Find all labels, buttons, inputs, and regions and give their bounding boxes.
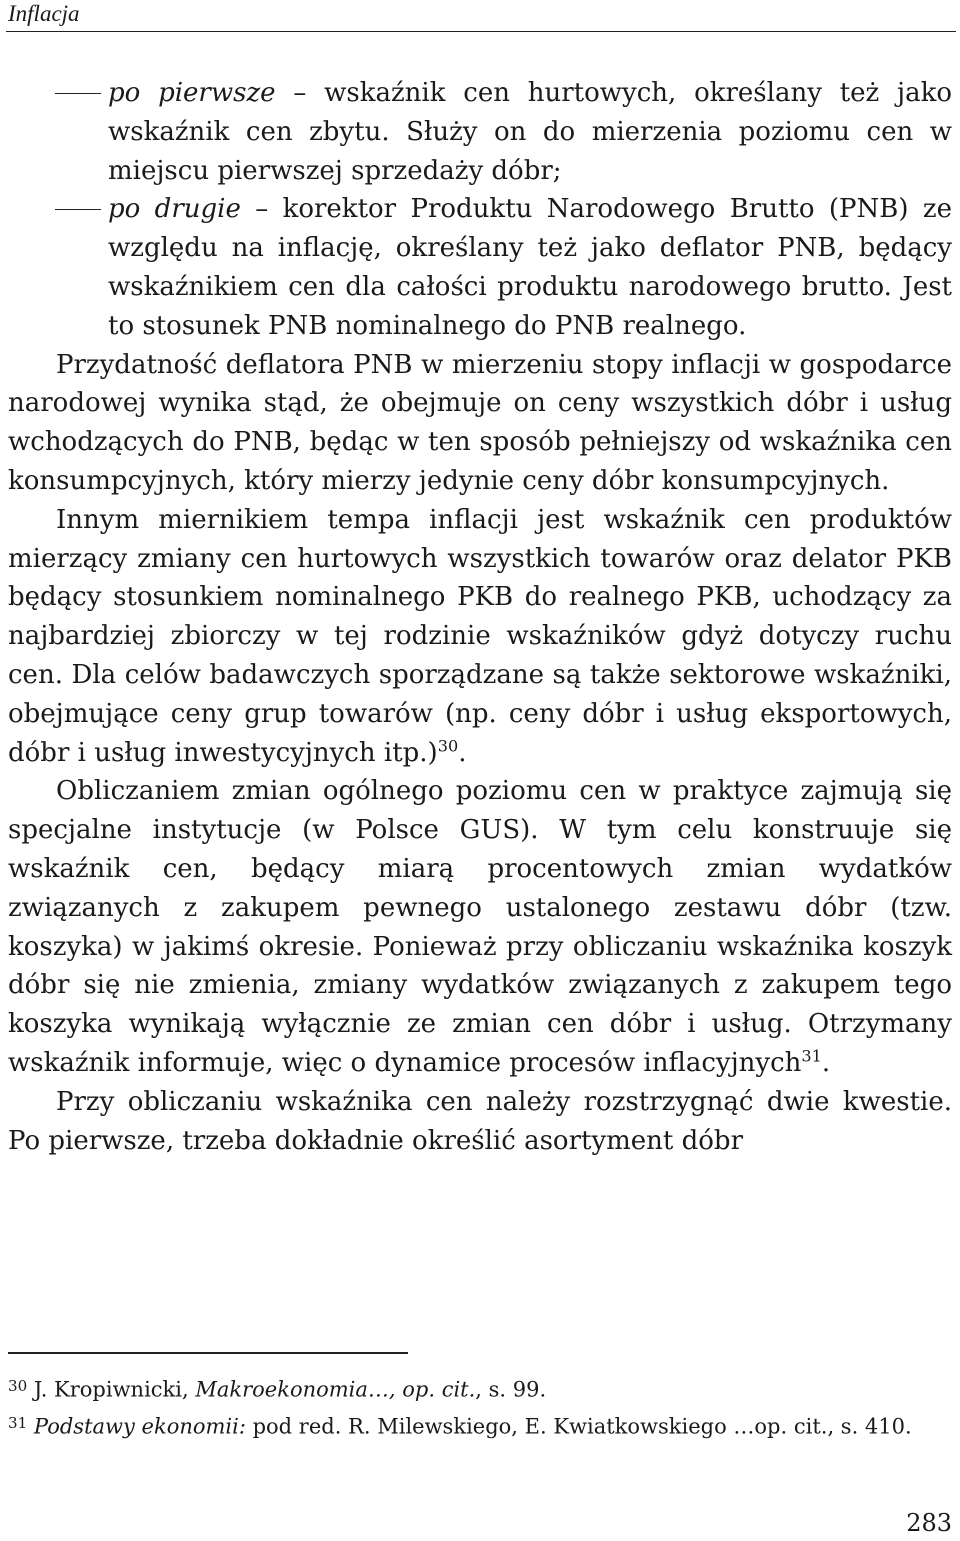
list-item-text: – korektor Produktu Narodowego Brutto (PNB) ze względu na inflację, określany też jako deflator PNB, będący wskaźnikiem cen dla całości produktu narodowego brutto. Jest to stosunek PNB nominalnego do PNB realnego. xyxy=(108,194,952,341)
paragraph-end: . xyxy=(458,737,467,768)
paragraph-text: Przydatność deflatora PNB w mierzeniu stopy inflacji w gospodarce narodowej wynika stąd, że obejmuje on ceny wszystkich dóbr i usług wchodzących do PNB, będąc w ten sposób pełniejszy od wskaźnika cen konsumpcyjnych, który mierzy jedynie ceny dóbr konsumpcyjnych. xyxy=(8,349,952,496)
list-item-lead: po drugie xyxy=(108,194,241,225)
paragraph xyxy=(8,772,952,1082)
page-number: 283 xyxy=(906,1509,952,1537)
footnote-number: 31 xyxy=(8,1413,28,1432)
paragraph-end: . xyxy=(821,1047,831,1078)
dash-marker xyxy=(55,93,101,94)
footnote-title: Podstawy ekonomii: xyxy=(33,1414,246,1439)
list-item-text: – wskaźnik cen hurtowych, określany też jako wskaźnik cen zbytu. Służy on do mierzenia poziomu cen w miejscu pierwszej sprzedaży dóbr; xyxy=(108,78,952,186)
header-divider xyxy=(6,31,956,32)
running-head-title: Inflacja xyxy=(8,1,80,26)
footnote-ref[interactable]: 30 xyxy=(437,735,459,755)
paragraph xyxy=(8,501,952,773)
list-item xyxy=(8,190,952,345)
footnote xyxy=(8,1370,952,1407)
footnote-text: , s. 99. xyxy=(475,1377,547,1402)
footnote-text: J. Kropiwnicki, xyxy=(27,1377,196,1402)
paragraph-text: Przy obliczaniu wskaźnika cen należy rozstrzygnąć dwie kwestie. Po pierwsze, trzeba dokładnie określić asortyment dóbr xyxy=(8,1086,952,1156)
main-text xyxy=(8,74,952,1160)
footnote xyxy=(8,1407,952,1444)
paragraph-text: Innym miernikiem tempa inflacji jest wskaźnik cen produktów mierzący zmiany cen hurtowych wszystkich towarów oraz delator PKB będący stosunkiem nominalnego PKB do realnego PKB, uchodzący za najbardziej zbiorczy w tej rodzinie wskaźników gdyż dotyczy ruchu cen. Dla celów badawczych sporządzane są także sektorowe wskaźniki, obejmujące ceny grup towarów (np. ceny dóbr i usług eksportowych, dóbr i usług inwestycyjnych itp.) xyxy=(8,504,952,768)
list-item-lead: po pierwsze xyxy=(108,78,276,108)
footnotes xyxy=(8,1370,952,1444)
footnote-ref[interactable]: 31 xyxy=(801,1046,822,1066)
footnote-number: 30 xyxy=(8,1377,28,1395)
footnote-title: Makroekonomia…, op. cit. xyxy=(195,1377,476,1402)
footnote-divider xyxy=(8,1352,408,1354)
dash-marker xyxy=(55,209,101,210)
paragraph-text: Obliczaniem zmian ogólnego poziomu cen w praktyce zajmują się specjalne instytucje (w Polsce GUS). W tym celu konstruuje się wskaźnik cen, będący miarą procentowych zmian wydatków związanych z zakupem pewnego ustalonego zestawu dóbr (tzw. koszyka) w jakimś okresie. Ponieważ przy obliczaniu wskaźnika koszyk dóbr się nie zmienia, zmiany wydatków związanych z zakupem tego koszyka wynikają wyłącznie ze zmian cen dóbr i usług. Otrzymany wskaźnik informuje, więc o dynamice procesów inflacyjnych xyxy=(8,776,952,1078)
footnote-text xyxy=(27,1414,34,1438)
list-item xyxy=(8,74,952,190)
paragraph xyxy=(8,346,952,501)
footnote-text: pod red. R. Milewskiego, E. Kwiatkowskiego …op. cit., s. 410. xyxy=(245,1414,912,1439)
paragraph xyxy=(8,1083,952,1161)
